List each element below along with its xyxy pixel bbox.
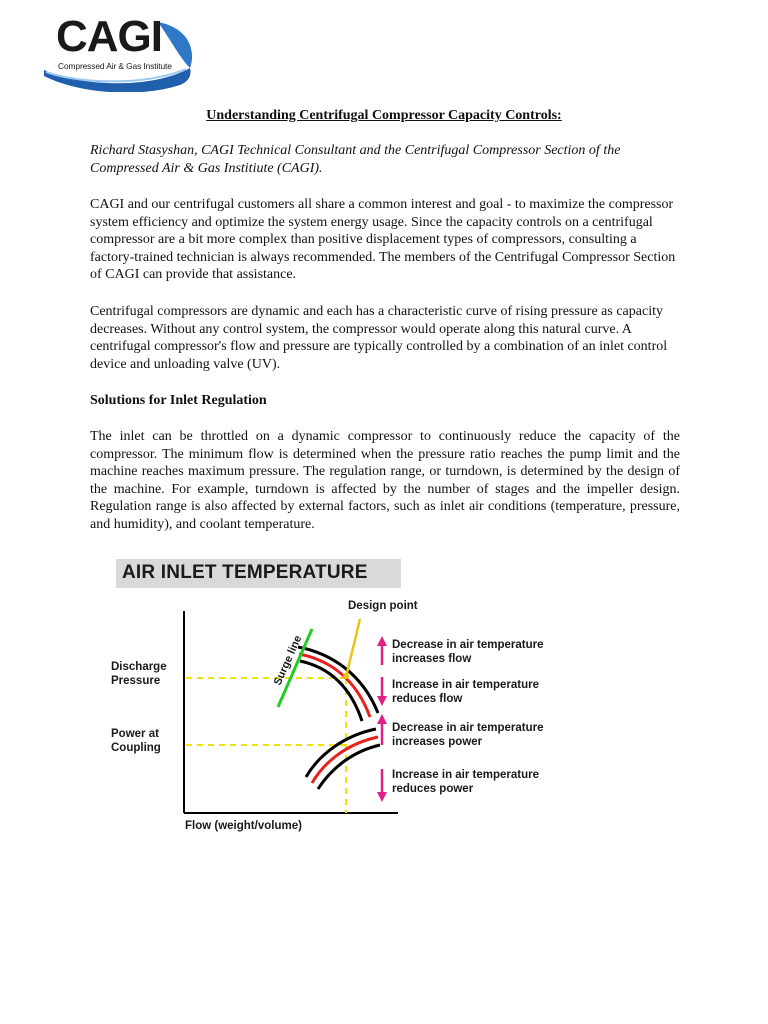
annotation-increase-flow xyxy=(392,679,539,706)
design-point-label: Design point xyxy=(348,600,418,612)
x-axis-label: Flow (weight/volume) xyxy=(185,820,302,832)
annotation-line1: Decrease in air temperature xyxy=(392,722,544,734)
cagi-logo xyxy=(40,12,195,92)
annotation-line2: reduces flow xyxy=(392,692,463,705)
design-point-line xyxy=(346,619,360,677)
annotation-increase-power xyxy=(392,769,539,796)
pressure-curve-inner xyxy=(300,661,362,721)
section-heading: Solutions for Inlet Regulation xyxy=(90,393,267,408)
surge-line-label: Surge line xyxy=(271,633,305,688)
air-inlet-temperature-figure xyxy=(100,555,580,845)
logo-subtitle: Compressed Air & Gas Institute xyxy=(58,61,172,71)
y-label-discharge-pressure: Discharge Pressure xyxy=(111,661,167,687)
design-point-marker xyxy=(343,673,349,679)
document-title: Understanding Centrifugal Compressor Capacity Controls: xyxy=(206,108,562,123)
annotation-line2: reduces power xyxy=(392,782,474,795)
annotation-line1: Increase in air temperature xyxy=(392,679,540,691)
paragraph-intro: CAGI and our centrifugal customers all share a common interest and goal - to maximize the compressor system efficiency and optimize the system energy usage. Since the capacity controls on a centrifugal compressor are a bit more complex than positive displacement types of compressors, consulting a factory-trained technician is always recommended. The members of the Centrifugal Compressor Section of CAGI can provide that assistance. xyxy=(90,197,676,282)
byline: Richard Stasyshan, CAGI Technical Consultant and the Centrifugal Compressor Section of the Compressed Air & Gas Institiute (CAGI). xyxy=(90,143,621,176)
y-label-power-at-coupling: Power at Coupling xyxy=(111,728,161,754)
annotation-line1: Increase in air temperature xyxy=(392,769,540,781)
figure-title: AIR INLET TEMPERATURE xyxy=(122,562,368,583)
paragraph-inlet: The inlet can be throttled on a dynamic compressor to continuously reduce the capacity of the compressor. The minimum flow is determined when the pressure ratio reaches the pump limit and the machine reaches maximum pressure. The regulation range, or turndown, is determined by the design of the machine. For example, turndown is affected by the number of stages and the impeller design. Regulation range is also affected by external factors, such as inlet air conditions (temperature, pressure, and humidity), and coolant temperature. xyxy=(90,429,680,532)
annotation-decrease-flow xyxy=(392,639,544,666)
paragraph-dynamic: Centrifugal compressors are dynamic and each has a characteristic curve of rising pressure as capacity decreases. Without any control system, the compressor would operate along this natural curve. A centrifugal compressor's flow and pressure are typically controlled by a combination of an inlet control device and unloading valve (UV). xyxy=(90,304,668,372)
logo-wordmark: CAGI xyxy=(56,12,162,61)
annotation-decrease-power xyxy=(392,722,544,749)
annotation-line2: increases power xyxy=(392,735,483,748)
annotation-line1: Decrease in air temperature xyxy=(392,639,544,651)
annotation-line2: increases flow xyxy=(392,652,472,665)
